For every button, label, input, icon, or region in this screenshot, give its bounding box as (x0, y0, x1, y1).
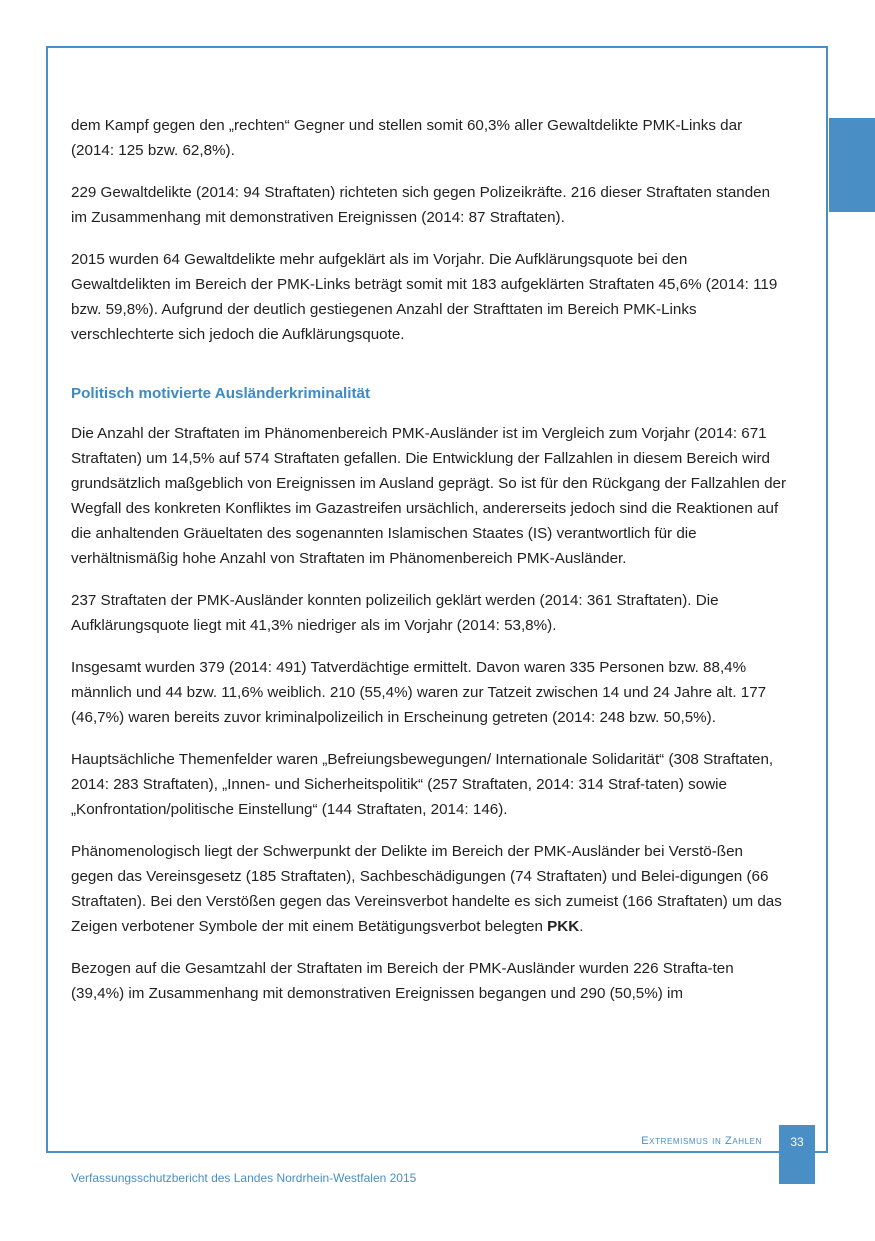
footer-report-title: Verfassungsschutzbericht des Landes Nordrhein-Westfalen 2015 (71, 1171, 417, 1185)
paragraph-pkk (71, 839, 787, 939)
paragraph: Insgesamt wurden 379 (2014: 491) Tatverdächtige ermittelt. Davon waren 335 Personen bzw. 88,4% männlich und 44 bzw. 11,6% weiblich. 210 (55,4%) waren zur Tatzeit zwischen 14 und 24 Jahre alt. 177 (46,7%) waren bereits zuvor kriminalpolizeilich in Erscheinung getreten (2014: 248 bzw. 50,5%). (71, 659, 767, 726)
chapter-tab (829, 118, 875, 212)
footer-section-title: Extremismus in Zahlen (641, 1135, 762, 1147)
paragraph-text: Phänomenologisch liegt der Schwerpunkt der Delikte im Bereich der PMK-Ausländer bei Verstö-ßen gegen das Vereinsgesetz (185 Straftaten), Sachbeschädigungen (74 Straftaten) und Belei-digungen (66 Straftaten). Bei den Verstößen gegen das Vereinsverbot handelte es sich zumeist (166 Straftaten) um das Zeigen verbotener Symbole der mit einem Betätigungsverbot belegten (71, 843, 782, 935)
paragraph: Bezogen auf die Gesamtzahl der Straftaten im Bereich der PMK-Ausländer wurden 226 Strafta-ten (39,4%) im Zusammenhang mit demonstrativen Ereignissen begangen und 290 (50,5%) im (71, 960, 734, 1002)
paragraph: 2015 wurden 64 Gewaltdelikte mehr aufgeklärt als im Vorjahr. Die Aufklärungsquote bei den Gewaltdelikten im Bereich der PMK-Links beträgt somit mit 183 aufgeklärten Straftaten 45,6% (2014: 119 bzw. 59,8%). Aufgrund der deutlich gestiegenen Anzahl der Strafttaten im Bereich PMK-Links verschlechterte sich jedoch die Aufklärungsquote. (71, 251, 778, 343)
paragraph: Die Anzahl der Straftaten im Phänomenbereich PMK-Ausländer ist im Vergleich zum Vorjahr (2014: 671 Straftaten) um 14,5% auf 574 Straftaten gefallen. Die Entwicklung der Fallzahlen in diesem Bereich wird grundsätzlich maßgeblich von Ereignissen im Ausland geprägt. So ist für den Rückgang der Fallzahlen der Wegfall des konkreten Konfliktes im Gazastreifen ursächlich, andererseits jedoch sind die Reaktionen auf die anhaltenden Gräueltaten des sogenannten Islamischen Staates (IS) verantwortlich für die verhältnismäßig hohe Anzahl von Straftaten im Phänomenbereich PMK-Ausländer. (71, 425, 787, 567)
section-heading: Politisch motivierte Ausländerkriminalität (71, 385, 371, 402)
bold-term: PKK (547, 918, 580, 935)
main-content (71, 113, 787, 1023)
paragraph: 237 Straftaten der PMK-Ausländer konnten polizeilich geklärt werden (2014: 361 Straftaten). Die Aufklärungsquote liegt mit 41,3% niedriger als im Vorjahr (2014: 53,8%). (71, 592, 719, 634)
paragraph-tail: . (579, 918, 584, 935)
paragraph: dem Kampf gegen den „rechten“ Gegner und stellen somit 60,3% aller Gewaltdelikte PMK-Links dar (2014: 125 bzw. 62,8%). (71, 117, 743, 159)
paragraph: 229 Gewaltdelikte (2014: 94 Straftaten) richteten sich gegen Polizeikräfte. 216 dieser Straftaten standen im Zusammenhang mit demonstrativen Ereignissen (2014: 87 Straftaten). (71, 184, 771, 226)
page-number: 33 (779, 1125, 815, 1184)
paragraph: Hauptsächliche Themenfelder waren „Befreiungsbewegungen/ Internationale Solidarität“ (308 Straftaten, 2014: 283 Straftaten), „Innen- und Sicherheitspolitik“ (257 Straftaten, 2014: 314 Straf-taten) sowie „Konfrontation/politische Einstellung“ (144 Straftaten, 2014: 146). (71, 751, 774, 818)
